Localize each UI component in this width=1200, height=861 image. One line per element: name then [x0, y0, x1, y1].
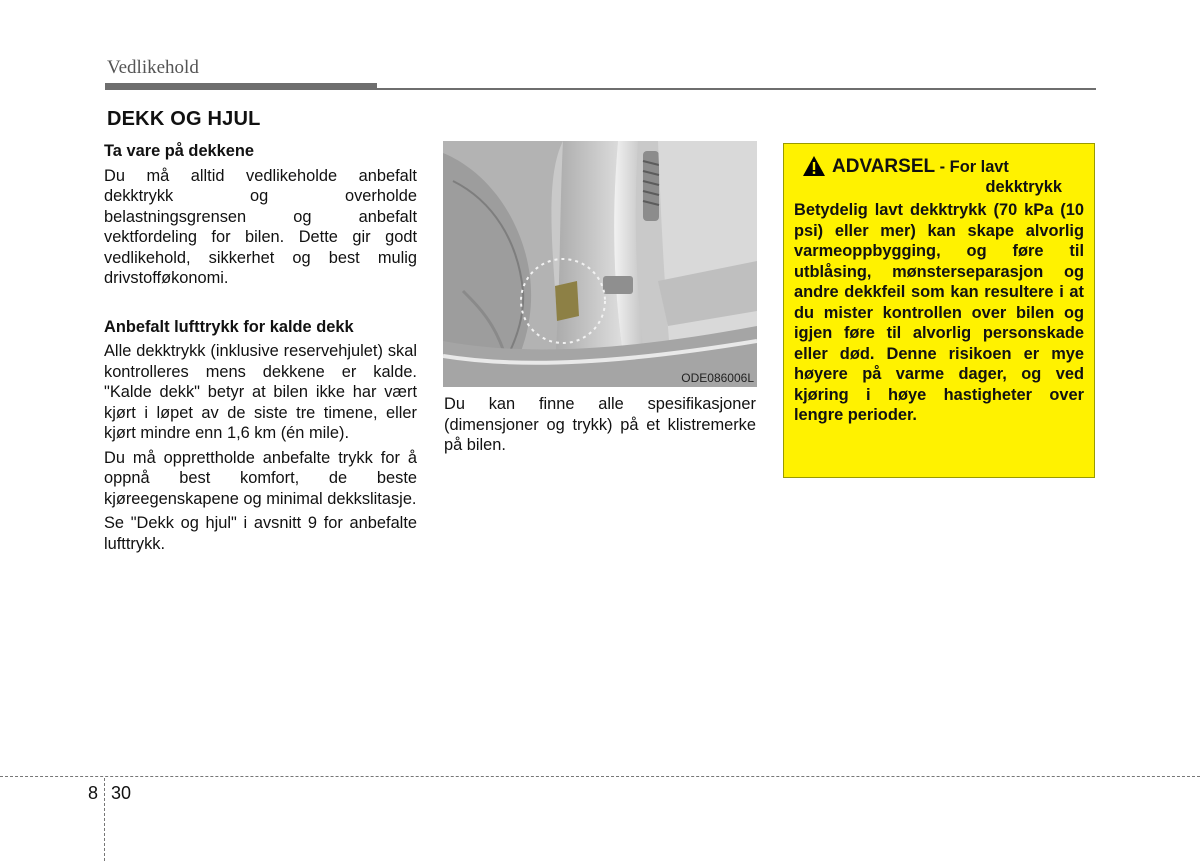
warning-box	[783, 143, 1095, 478]
header-rule-thin	[377, 88, 1096, 90]
warning-heading-text	[832, 156, 1082, 198]
door-pillar-photo	[443, 141, 757, 387]
running-header: Vedlikehold	[107, 57, 199, 78]
figure-code: ODE086006L	[681, 371, 754, 385]
footer-rule	[0, 776, 1200, 777]
figure-caption: Du kan finne alle spesifikasjoner (dimensjoner og trykk) på et klistremerke på bilen.	[444, 395, 756, 454]
paragraph-maintain-pressure: Du må opprettholde anbefalte trykk for å oppnå best komfort, de beste kjøreegenskapene og minimal dekkslitasje.	[104, 448, 417, 508]
paragraph-cold-tires: Alle dekktrykk (inklusive reservehjulet) skal kontrolleres mens dekkene er kalde. "Kalde dekk" betyr at bilen ikke har vært kjørt i løpet av de siste tre timene, eller kjørt mindre enn 1,6 km (én mile).	[104, 342, 417, 442]
paragraph-see-section: Se "Dekk og hjul" i avsnitt 9 for anbefalte lufttrykk.	[104, 514, 417, 553]
heading-tire-care: Ta vare på dekkene	[104, 142, 255, 160]
paragraph-tire-care: Du må alltid vedlikeholde anbefalt dekktrykk og overholde belastningsgrensen og anbefalt vektfordeling for bilen. Dette gir godt vedlikehold, sikkerhet og best mulig drivstofføkonomi.	[104, 166, 417, 287]
header-rule-thick	[105, 83, 377, 90]
page-number: 30	[111, 783, 132, 803]
warning-body: Betydelig lavt dekktrykk (70 kPa (10 psi) eller mer) kan skape alvorlig varmeoppbygging, og føre til utblåsing, mønsterseparasjon og andre dekkfeil som kan resultere i at du mister kontrollen over bilen og igjen føre til alvorlig personskade eller død. Denne risikoen er mye høyere på varme dager, og ved kjøring i høye hastigheter over lengre perioder.	[794, 201, 1084, 424]
warning-triangle-icon	[802, 155, 826, 177]
spacer	[104, 293, 417, 317]
warning-word: ADVARSEL	[832, 156, 936, 177]
warning-subtitle-1: - For lavt	[939, 158, 1009, 176]
section-title: DEKK OG HJUL	[107, 108, 261, 130]
heading-cold-pressure: Anbefalt lufttrykk for kalde dekk	[104, 317, 354, 336]
footer-divider	[104, 778, 105, 861]
chapter-number: 8	[88, 783, 99, 803]
warning-subtitle-2: dekktrykk	[985, 178, 1062, 196]
warning-header	[794, 156, 1084, 198]
door-pillar-illustration	[443, 141, 757, 387]
text-column-left	[104, 141, 417, 558]
